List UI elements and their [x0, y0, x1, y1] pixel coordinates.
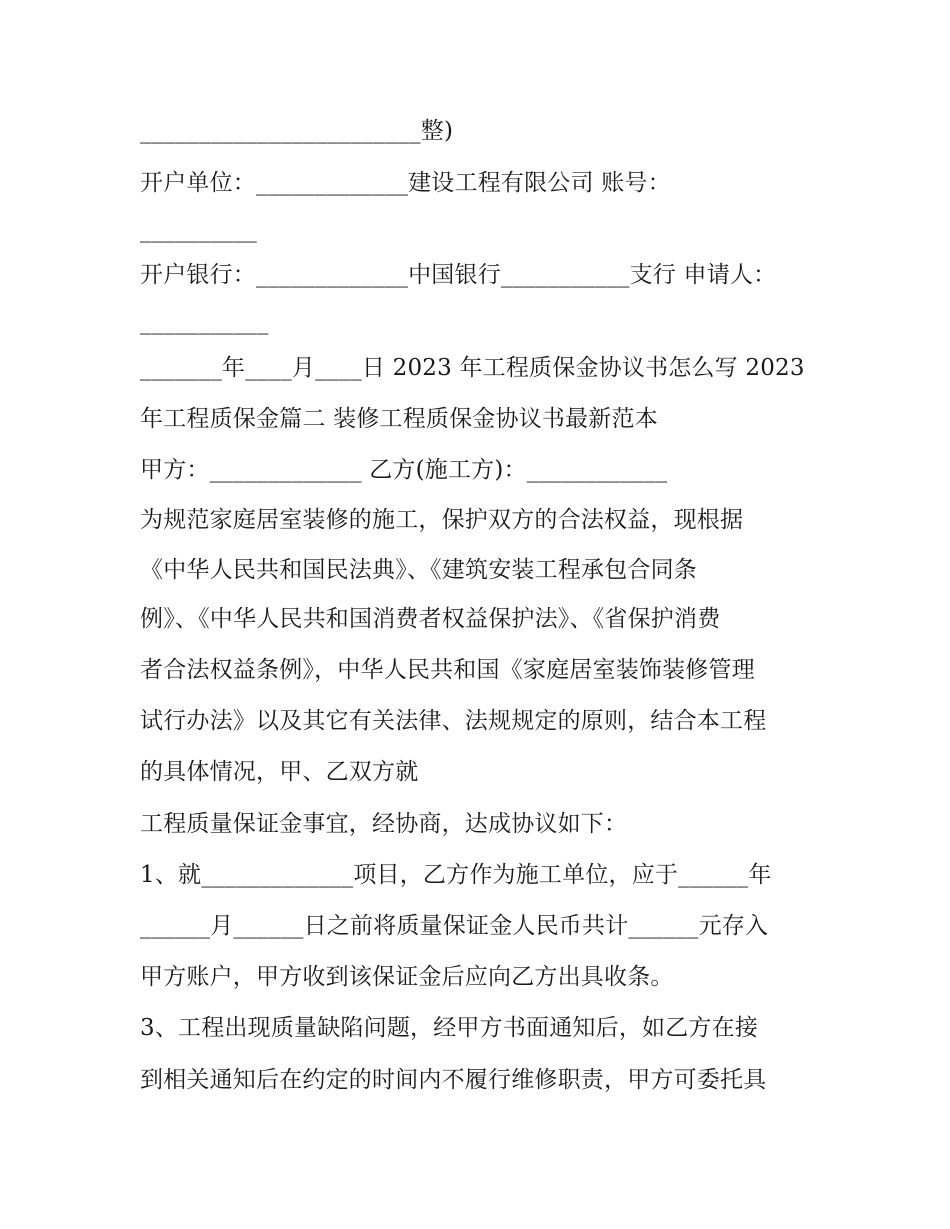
text-line: ________________________整)	[140, 118, 454, 144]
text-line: 1、就_____________项目，乙方作为施工单位，应于______年	[140, 862, 772, 888]
text-line: 例》、《中华人民共和国消费者权益保护法》、《省保护消费	[140, 606, 721, 632]
text-line: _______年____月____日 2023 年工程质保金协议书怎么写 2023	[140, 355, 805, 381]
text-line: 为规范家庭居室装修的施工，保护双方的合法权益，现根据	[140, 507, 744, 533]
text-line: 的具体情况，甲、乙双方就	[140, 759, 419, 785]
text-line: 甲方：_____________ 乙方(施工方)：____________	[140, 457, 668, 483]
text-line: 甲方账户，甲方收到该保证金后应向乙方出具收条。	[140, 964, 674, 990]
text-line: 年工程质保金篇二 装修工程质保金协议书最新范本	[140, 406, 658, 432]
text-line: 试行办法》以及其它有关法律、法规规定的原则，结合本工程	[140, 708, 767, 734]
text-line: ______月______日之前将质量保证金人民币共计______元存入	[140, 913, 769, 939]
text-line: 工程质量保证金事宜，经协商，达成协议如下：	[140, 811, 628, 837]
text-line: __________	[140, 217, 257, 243]
text-line: 3、工程出现质量缺陷问题，经甲方书面通知后，如乙方在接	[140, 1015, 759, 1041]
text-line: ___________	[140, 309, 269, 335]
text-line: 到相关通知后在约定的时间内不履行维修职责，甲方可委托具	[140, 1067, 767, 1093]
text-line: 《中华人民共和国民法典》、《建筑安装工程承包合同条	[140, 557, 697, 583]
text-line: 开户银行：_____________中国银行___________支行 申请人：	[140, 262, 777, 288]
text-line: 开户单位：_____________建设工程有限公司 账号：	[140, 170, 671, 196]
text-line: 者合法权益条例》，中华人民共和国《家庭居室装饰装修管理	[140, 657, 755, 683]
